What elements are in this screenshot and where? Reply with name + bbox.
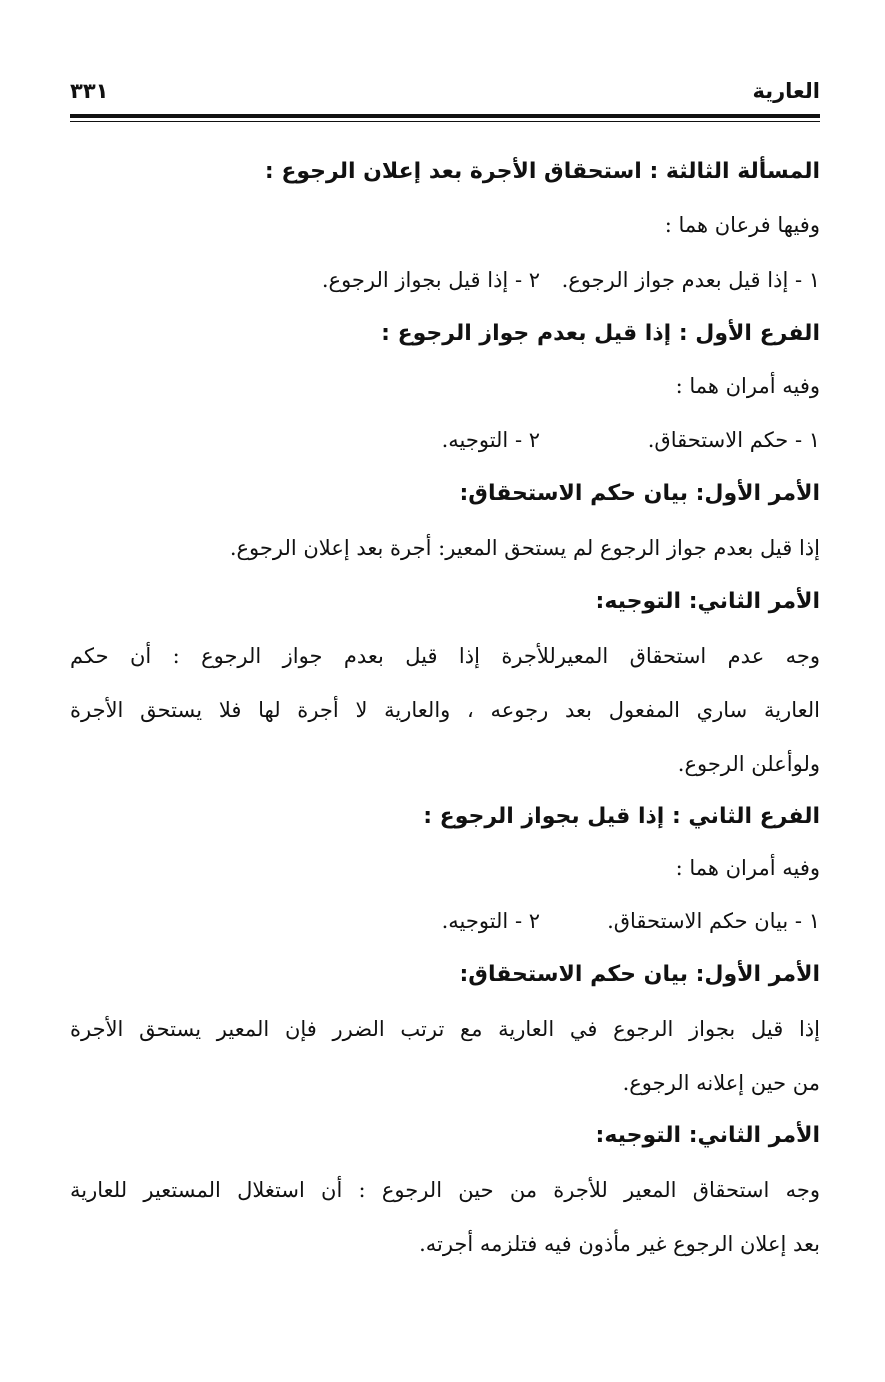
list-item-1: ١ - حكم الاستحقاق. [647,428,820,452]
paragraph-line: وجه استحقاق المعير للأجرة من حين الرجوع : أن استغلال المستعير للعارية [70,1178,820,1202]
paragraph-line: وفيها فرعان هما : [664,213,820,237]
header-rule-thin [70,121,820,122]
paragraph-line: بعد إعلان الرجوع غير مأذون فيه فتلزمه أجرته. [419,1232,820,1256]
paragraph-line: وفيه أمران هما : [675,374,820,398]
item-heading: الأمر الأول: بيان حكم الاستحقاق: [459,962,820,987]
list-item-1: ١ - بيان حكم الاستحقاق. [607,909,820,933]
paragraph-line: من حين إعلانه الرجوع. [622,1071,820,1095]
item-heading: الأمر الأول: بيان حكم الاستحقاق: [459,481,820,506]
paragraph-line: وجه عدم استحقاق المعيرللأجرة إذا قيل بعدم جواز الرجوع : أن حكم [70,644,820,668]
running-header [70,76,820,112]
item-heading: الأمر الثاني: التوجيه: [595,589,820,614]
paragraph-line: وفيه أمران هما : [675,856,820,880]
paragraph-line: إذا قيل بجواز الرجوع في العارية مع ترتب الضرر فإن المعير يستحق الأجرة [70,1017,820,1041]
subsection-heading: الفرع الأول : إذا قيل بعدم جواز الرجوع : [381,321,820,346]
enumerated-list [70,905,820,937]
subsection-heading: الفرع الثاني : إذا قيل بجواز الرجوع : [423,804,820,829]
list-item-2: ٢ - إذا قيل بجواز الرجوع. [321,268,540,292]
list-item-2: ٢ - التوجيه. [441,428,540,452]
header-rule-thick [70,114,820,118]
list-item-1: ١ - إذا قيل بعدم جواز الرجوع. [561,268,820,292]
paragraph-line: العارية ساري المفعول بعد رجوعه ، والعارية لا أجرة لها فلا يستحق الأجرة [70,698,820,722]
chapter-title: العارية [752,79,820,103]
item-heading: الأمر الثاني: التوجيه: [595,1123,820,1148]
book-page [70,0,820,1382]
page-number: ٣٣١ [70,79,109,103]
paragraph-line: إذا قيل بعدم جواز الرجوع لم يستحق المعير: أجرة بعد إعلان الرجوع. [229,536,820,560]
section-heading: المسألة الثالثة : استحقاق الأجرة بعد إعلان الرجوع : [264,159,820,184]
enumerated-list [70,424,820,456]
list-item-2: ٢ - التوجيه. [441,909,540,933]
paragraph-line: ولوأعلن الرجوع. [677,752,820,776]
enumerated-list [70,264,820,296]
